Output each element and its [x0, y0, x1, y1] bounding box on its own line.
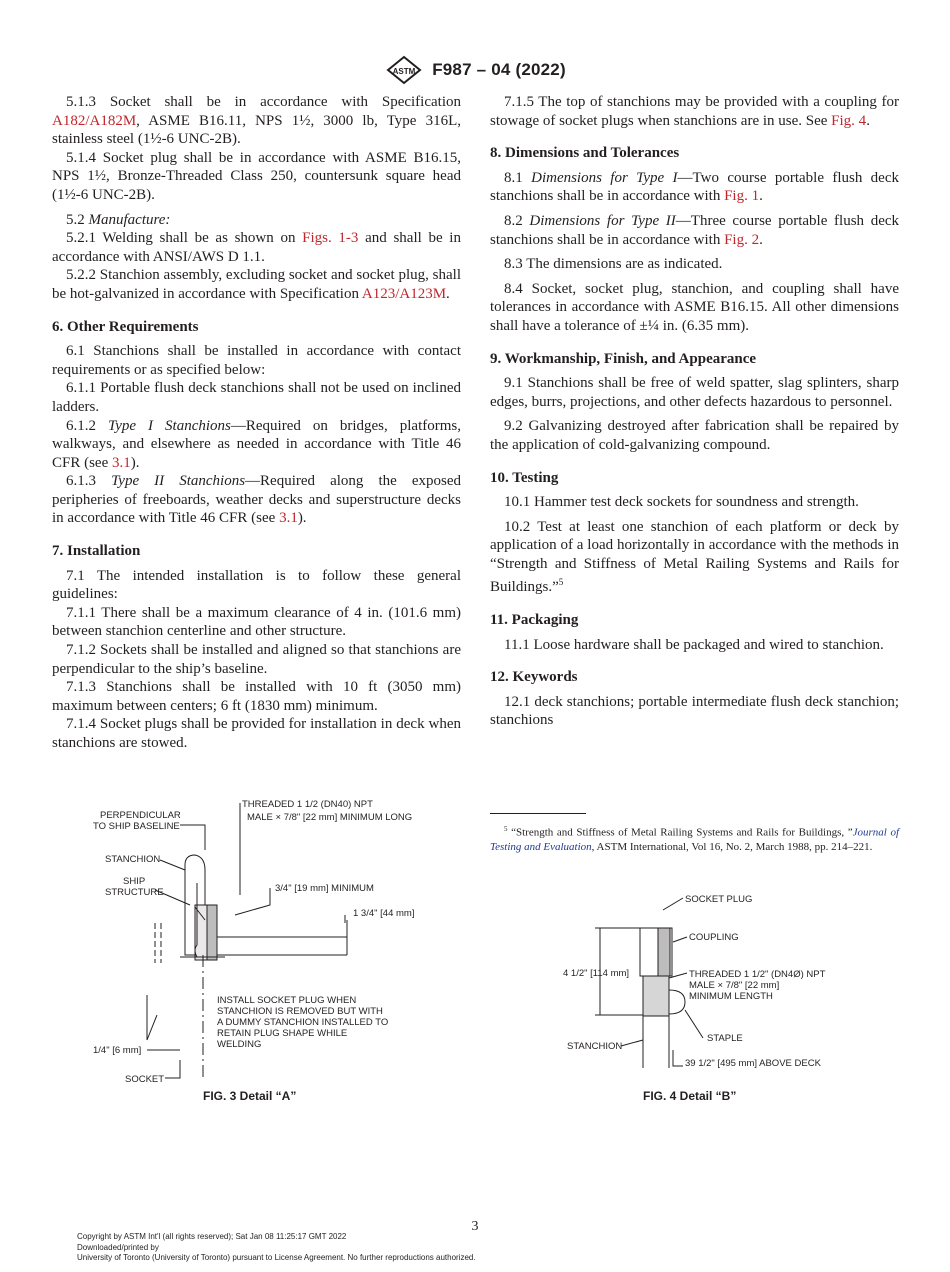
section-heading-9: 9. Workmanship, Finish, and Appearance [490, 350, 757, 367]
journal-link[interactable]: Journal of Testing and Evaluation [490, 826, 899, 854]
footnote-ref-5[interactable]: 5 [558, 577, 564, 588]
label-dim-134: 1 3/4" [44 mm] [353, 908, 415, 919]
para-6-1-1: 6.1.1 Portable flush deck stanchions shall not be used on inclined ladders. [52, 380, 461, 415]
label-threaded: THREADED 1 1/2 (DN40) NPT [242, 799, 373, 810]
label-install-note: RETAIN PLUG SHAPE WHILE [217, 1028, 348, 1039]
para-8-4: 8.4 Socket, socket plug, stanchion, and coupling shall have tolerances in accordance with ASME B16.15. All other dimensions shall have a tolerance of ±¼ in. (6.35 mm). [490, 280, 899, 334]
staple [669, 990, 685, 1014]
section-heading-6: 6. Other Requirements [52, 318, 199, 335]
para-6-1-2: 6.1.2 Type I Stanchions—Required on bridges, platforms, walkways, and elsewhere as needed in accordance with Title 46 CFR (see 3.1). [52, 417, 461, 471]
para-9-1: 9.1 Stanchions shall be free of weld spatter, slag splinters, sharp edges, burrs, projections, and other defects hazardous to personnel. [490, 375, 899, 410]
socket-plug-hatch [658, 928, 670, 976]
para-5-1-3: 5.1.3 Socket shall be in accordance with Specification A182/A182M, ASME B16.11, NPS 1½, 3000 lb, Type 316L, stainless steel (1½-6 UNC-2B). [52, 94, 461, 148]
astm-logo [384, 55, 424, 85]
figure-3-caption: FIG. 3 Detail “A” [203, 1089, 297, 1103]
figure-3-drawing [85, 795, 445, 1090]
para-10-1: 10.1 Hammer test deck sockets for soundness and strength. [504, 494, 859, 511]
fig-link-2[interactable]: Fig. 2 [724, 231, 760, 248]
footnote-divider [490, 813, 586, 814]
label-dim-14: 1/4" [6 mm] [93, 1045, 142, 1056]
label-dim-412: 4 1/2" [114 mm] [563, 968, 630, 979]
threaded-section [643, 976, 669, 1016]
para-5-1-4: 5.1.4 Socket plug shall be in accordance with ASME B16.15, NPS 1½, Bronze-Threaded Class 250, countersunk square head (1½-6 UNC-2B). [52, 149, 461, 203]
label-threaded: THREADED 1 1/2" (DN4Ø) NPT [689, 969, 826, 980]
label-threaded: MINIMUM LENGTH [689, 991, 773, 1002]
footnote-5: $^5$ “Strength and Stiffness of Metal Railing Systems and Rails for Buildings, ”Journal of Testing and Evaluation, ASTM International, Vol 16, No. 2, March 1988, pp. 214–221. [490, 825, 899, 854]
label-install-note: WELDING [217, 1039, 262, 1050]
spec-link-a182[interactable]: A182/A182M [52, 112, 137, 129]
stanchion-leader [160, 860, 185, 870]
section-link-3-1[interactable]: 3.1 [279, 510, 298, 527]
label-dim-3912: 39 1/2" [495 mm] ABOVE DECK [685, 1058, 821, 1069]
fig-link-4[interactable]: Fig. 4 [831, 112, 867, 129]
astm-logo-text: ASTM [392, 67, 416, 76]
label-stanchion: STANCHION [567, 1041, 623, 1052]
document-designation: F987 – 04 (2022) [432, 60, 566, 79]
stanchion-pipe [643, 1016, 669, 1068]
label-socket-plug: SOCKET PLUG [685, 894, 753, 905]
label-install-note: A DUMMY STANCHION INSTALLED TO [217, 1017, 389, 1028]
label-ship-structure: STRUCTURE [105, 887, 164, 898]
para-8-1: 8.1 Dimensions for Type I—Two course portable flush deck stanchions shall be in accordance with Fig. 1. [490, 169, 900, 205]
dim-3912-leader [673, 1050, 683, 1066]
para-7-1: 7.1 The intended installation is to follow these general guidelines: [52, 567, 461, 603]
section-heading-8: 8. Dimensions and Tolerances [490, 145, 680, 162]
label-perpendicular: TO SHIP BASELINE [93, 821, 180, 832]
section-heading-10: 10. Testing [490, 469, 559, 486]
left-column [52, 93, 461, 753]
figure-4-caption: FIG. 4 Detail “B” [643, 1089, 737, 1103]
figs-link-1-3[interactable]: Figs. 1-3 [302, 230, 359, 247]
label-install-note: STANCHION IS REMOVED BUT WITH [217, 1006, 383, 1017]
label-threaded: MALE × 7/8" [22 mm] MINIMUM LONG [247, 812, 413, 823]
spec-link-a123[interactable]: A123/A123M [361, 285, 447, 302]
section-heading-7: 7. Installation [52, 543, 141, 560]
para-6-1-3: 6.1.3 Type II Stanchions—Required along the exposed peripheries of freeboards, weather decks and superstructure decks in accordance with Title 46 CFR (see 3.1). [52, 473, 461, 527]
socket-angle [147, 995, 157, 1040]
section-link-3-1[interactable]: 3.1 [112, 454, 131, 471]
section-heading-11: 11. Packaging [490, 612, 579, 629]
para-9-2: 9.2 Galvanizing destroyed after fabrication shall be repaired by the application of cold-galvanizing compound. [490, 418, 899, 453]
para-7-1-3: 7.1.3 Stanchions shall be installed with 10 ft (3050 mm) maximum between centers; 6 ft (1830 mm) minimum. [52, 679, 461, 714]
label-perpendicular: PERPENDICULAR [100, 810, 181, 821]
para-12-1: 12.1 deck stanchions; portable intermediate flush deck stanchion; stanchions [490, 693, 899, 729]
para-5-2-1: 5.2.1 Welding shall be as shown on Figs. 1-3 and shall be in accordance with ANSI/AWS D 1.1. [52, 230, 461, 265]
label-threaded: MALE × 7/8" [22 mm] [689, 980, 780, 991]
para-11-1: 11.1 Loose hardware shall be packaged and wired to stanchion. [504, 636, 884, 653]
copyright-footer [77, 1232, 476, 1264]
label-ship-structure: SHIP [123, 876, 146, 887]
socket-leader [165, 1060, 180, 1078]
para-5-2-2: 5.2.2 Stanchion assembly, excluding socket and socket plug, shall be hot-galvanized in accordance with Specification A123/A123M. [52, 267, 461, 302]
perpendicular-leader [180, 825, 205, 850]
para-8-3: 8.3 The dimensions are as indicated. [504, 256, 723, 273]
para-7-1-4: 7.1.4 Socket plugs shall be provided for installation in deck when stanchions are stowed. [52, 716, 461, 751]
label-coupling: COUPLING [689, 932, 739, 943]
staple-leader [685, 1010, 703, 1038]
figure-3 [85, 795, 445, 1090]
label-install-note: INSTALL SOCKET PLUG WHEN [217, 995, 357, 1006]
footer-line: Copyright by ASTM Int'l (all rights reserved); Sat Jan 08 11:25:17 GMT 2022 [77, 1232, 347, 1241]
right-column [490, 93, 899, 736]
para-7-1-5: 7.1.5 The top of stanchions may be provided with a coupling for stowage of socket plugs when stanchions are in use. See Fig. 4. [490, 94, 899, 129]
label-socket: SOCKET [125, 1074, 165, 1085]
para-10-2: 10.2 Test at least one stanchion of each platform or deck by application of a load horizontally in accordance with the methods in “Strength and Stiffness of Metal Railing Systems and Rails for Buildings.”$^5$ [490, 518, 899, 596]
label-staple: STAPLE [707, 1033, 743, 1044]
footer-line: Downloaded/printed by [77, 1242, 159, 1252]
section-heading-12: 12. Keywords [490, 669, 578, 686]
socket-plug-leader [663, 898, 683, 910]
para-6-1: 6.1 Stanchions shall be installed in accordance with contact requirements or as specified below: [52, 343, 461, 378]
para-7-1-2: 7.1.2 Sockets shall be installed and aligned so that stanchions are perpendicular to the ship’s baseline. [52, 642, 461, 677]
label-min-34: 3/4" [19 mm] MINIMUM [275, 883, 374, 894]
figure-4-drawing [555, 890, 855, 1080]
coupling-leader [673, 937, 687, 942]
footer-line: University of Toronto (University of Toronto) pursuant to License Agreement. No further reproductions authorized. [77, 1253, 476, 1262]
para-5-2: 5.2 Manufacture: [66, 211, 171, 228]
socket-plug-hatch [207, 905, 217, 960]
stanchion-leader [621, 1040, 643, 1046]
label-stanchion: STANCHION [105, 854, 161, 865]
para-7-1-1: 7.1.1 There shall be a maximum clearance of 4 in. (101.6 mm) between stanchion centerline and other structure. [52, 604, 461, 640]
para-8-2: 8.2 Dimensions for Type II—Three course portable flush deck stanchions shall be in accordance with Fig. 2. [490, 212, 900, 248]
page-header [0, 55, 950, 85]
page-number: 3 [471, 1219, 479, 1234]
figure-4 [555, 890, 855, 1080]
fig-link-1[interactable]: Fig. 1 [724, 188, 760, 205]
